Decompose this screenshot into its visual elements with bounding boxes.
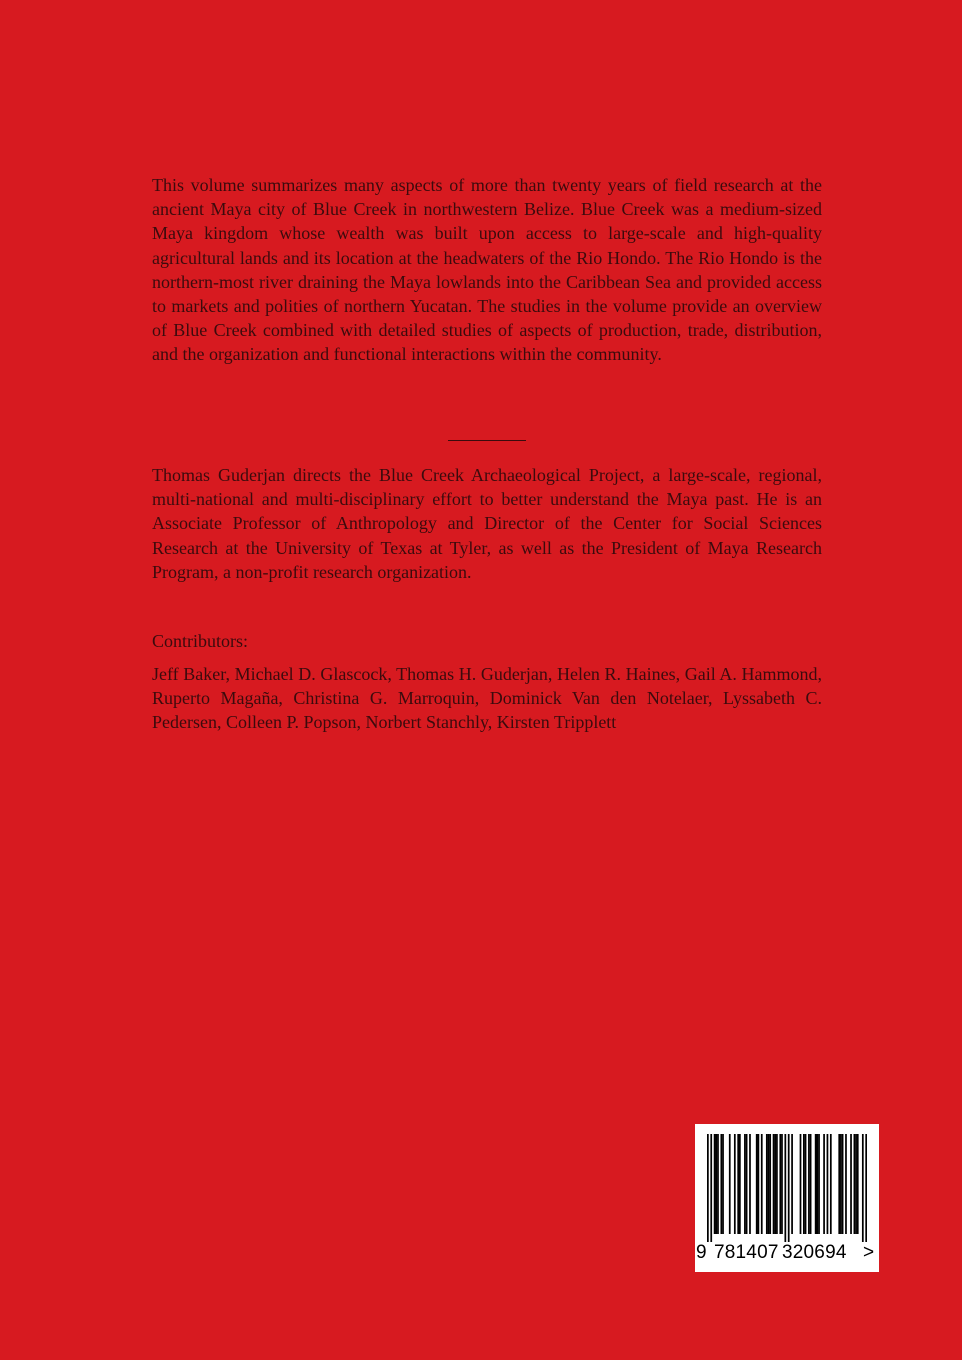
- barcode-bar: [746, 1134, 748, 1234]
- barcode-bar: [800, 1134, 802, 1234]
- book-summary: This volume summarizes many aspects of more than twenty years of field research at the ancient Maya city of Blue Creek in northwestern Belize. Blue Creek was a medium-sized Maya kingdom whose wealth was built upon access to large-scale and high-quality agricultural lands and its location at the headwaters of the Rio Hondo. The Rio Hondo is the northern-most river draining the Maya lowlands into the Caribbean Sea and provided access to markets and polities of northern Yucatan. The studies in the volume provide an overview of Blue Creek combined with detailed studies of aspects of production, trade, distribution, and the organization and functional interactions within the community.: [152, 175, 822, 365]
- barcode-bar: [744, 1134, 746, 1234]
- barcode-digit-group-left: 781407: [714, 1242, 779, 1263]
- barcode-bar: [776, 1134, 778, 1234]
- barcode-bar: [722, 1134, 724, 1234]
- barcode-bar: [769, 1134, 771, 1234]
- barcode-bar: [739, 1134, 741, 1234]
- barcode-bar: [855, 1134, 857, 1234]
- contributors-list: Jeff Baker, Michael D. Glascock, Thomas H. Guderjan, Helen R. Haines, Gail A. Hammond, Ruperto Magaña, Christina G. Marroquin, Dominick Van den Notelaer, Lyssabeth C. Pedersen, Colleen P. Popson, Norbert Stanchly, Kirsten Tripplett: [152, 664, 822, 733]
- barcode-lead-digit: 9: [696, 1242, 707, 1263]
- barcode-bar: [840, 1134, 842, 1234]
- barcode-bar: [714, 1134, 716, 1234]
- barcode-bar: [827, 1134, 829, 1234]
- barcode-bar: [710, 1134, 712, 1242]
- barcode-quiet-zone-arrow: >: [863, 1242, 875, 1263]
- barcode-bar: [784, 1134, 786, 1242]
- author-bio: Thomas Guderjan directs the Blue Creek Archaeological Project, a large-scale, regional, multi-national and multi-disciplinary effort to better understand the Maya past. He is an Associate Professor of Anthropology and Director of the Center for Social Sciences Research at the University of Texas at Tyler, as well as the President of Maya Research Program, a non-profit research organization.: [152, 465, 822, 582]
- barcode-bar: [707, 1134, 709, 1242]
- barcode-bar: [791, 1134, 793, 1234]
- barcode-bar: [758, 1134, 760, 1234]
- barcode-bar: [857, 1134, 859, 1234]
- barcode-bar: [788, 1134, 790, 1242]
- barcode-bar: [773, 1134, 775, 1234]
- barcode-bar: [815, 1134, 817, 1234]
- barcode-bar: [774, 1134, 776, 1234]
- barcode-bar: [768, 1134, 770, 1234]
- barcode-bars: [707, 1134, 867, 1242]
- barcode-bar: [862, 1134, 864, 1242]
- barcode-bar: [865, 1134, 867, 1242]
- barcode-bar: [816, 1134, 818, 1234]
- barcode-bar: [734, 1134, 736, 1234]
- barcode-bar: [720, 1134, 722, 1234]
- barcode-bar: [766, 1134, 768, 1234]
- barcode-bar: [823, 1134, 825, 1234]
- barcode-bar: [850, 1134, 852, 1234]
- barcode-bar: [854, 1134, 856, 1234]
- barcode-bar: [845, 1134, 847, 1234]
- barcode-bar: [779, 1134, 781, 1234]
- isbn-barcode: [695, 1124, 879, 1272]
- barcode-bar: [803, 1134, 805, 1234]
- barcode-bar: [781, 1134, 783, 1234]
- barcode-bar: [818, 1134, 820, 1234]
- barcode-digit-group-right: 320694: [782, 1242, 847, 1263]
- barcode-bar: [729, 1134, 731, 1234]
- barcode-bar: [737, 1134, 739, 1234]
- barcode-bar: [808, 1134, 810, 1234]
- barcode-bar: [756, 1134, 758, 1234]
- barcode-bar: [717, 1134, 719, 1234]
- section-divider: [448, 440, 526, 441]
- contributors-heading: Contributors:: [152, 631, 249, 651]
- barcode-bar: [810, 1134, 812, 1234]
- barcode-bar: [838, 1134, 840, 1234]
- barcode-bar: [805, 1134, 807, 1234]
- barcode-bar: [842, 1134, 844, 1234]
- barcode-bar: [830, 1134, 832, 1234]
- barcode-bar: [749, 1134, 751, 1234]
- barcode-bar: [761, 1134, 763, 1234]
- barcode-bar: [715, 1134, 717, 1234]
